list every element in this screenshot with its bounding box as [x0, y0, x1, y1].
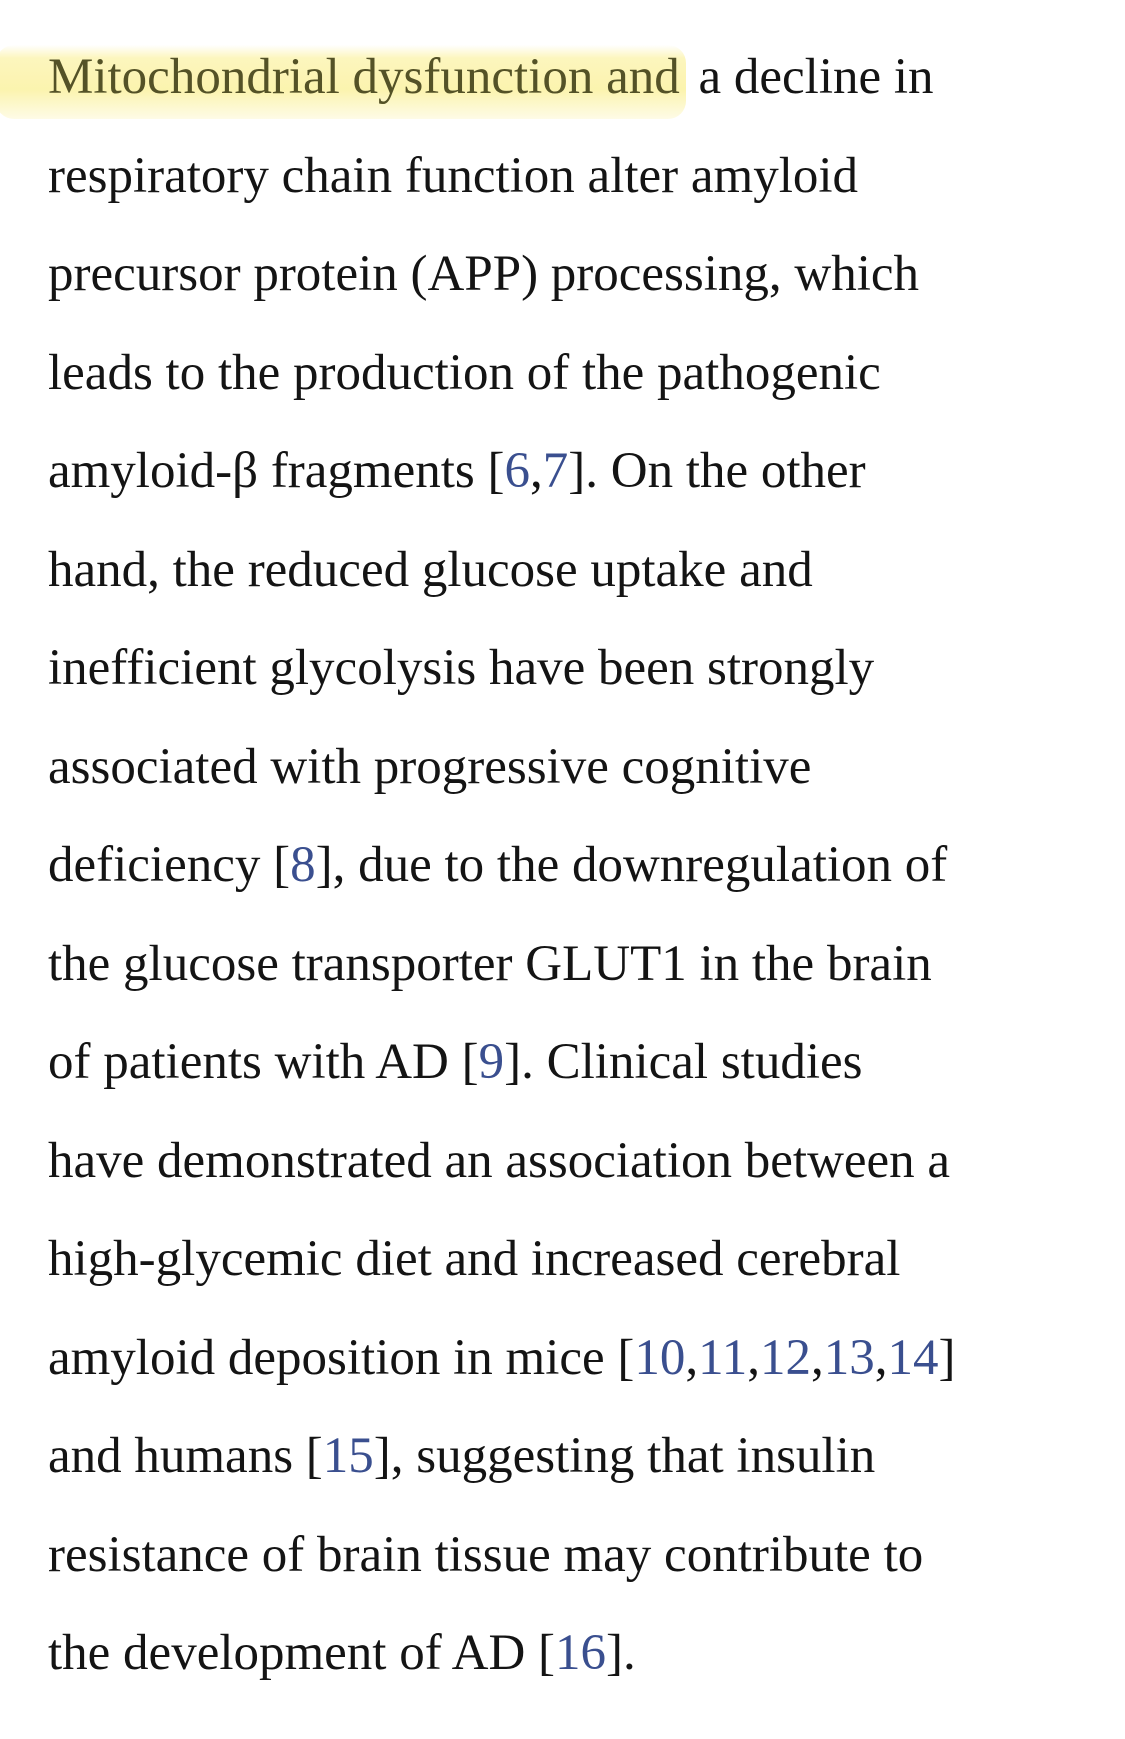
text-run: ,	[685, 1329, 699, 1386]
text-run: ,	[747, 1329, 761, 1386]
text-line	[48, 1604, 1108, 1703]
reference-link[interactable]: 8	[290, 837, 316, 893]
reference-link[interactable]: 11	[698, 1329, 748, 1386]
text-run: ,	[530, 443, 543, 499]
text-line	[48, 1309, 1108, 1408]
text-run: ], suggesting that insulin	[373, 1428, 876, 1484]
text-run: a decline in	[685, 49, 934, 105]
reference-link[interactable]: 13	[823, 1329, 875, 1386]
reference-link[interactable]: 6	[504, 443, 530, 499]
text-line	[48, 324, 1108, 423]
text-run: inefficient glycolysis have been strongly	[48, 640, 875, 696]
text-line	[48, 521, 1108, 620]
reference-link[interactable]: 12	[760, 1329, 812, 1386]
text-line	[48, 1210, 1108, 1309]
text-run: the glucose transporter GLUT1 in the brain	[48, 935, 932, 992]
reference-link[interactable]: 7	[542, 443, 569, 499]
text-run: amyloid-β fragments [	[48, 443, 505, 499]
text-line	[48, 816, 1108, 915]
reference-link[interactable]: 15	[322, 1428, 374, 1484]
text-run: ,	[874, 1329, 888, 1386]
text-run: ].	[606, 1625, 636, 1681]
text-run: ], due to the downregulation of	[315, 837, 948, 893]
text-line	[48, 422, 1108, 521]
text-run: leads to the production of the pathogenic	[48, 344, 881, 401]
text-run: deficiency [	[48, 837, 291, 893]
text-run: ,	[811, 1329, 824, 1386]
text-line	[48, 127, 1108, 226]
text-line	[48, 28, 1108, 127]
reference-link[interactable]: 9	[478, 1034, 505, 1090]
text-run: amyloid deposition in mice [	[48, 1329, 635, 1386]
text-run: the development of AD [	[48, 1625, 556, 1681]
text-line	[48, 1013, 1108, 1112]
text-run: and humans [	[48, 1428, 323, 1484]
text-run: high-glycemic diet and increased cerebral	[48, 1231, 901, 1287]
reference-link[interactable]: 16	[555, 1625, 607, 1681]
reference-link[interactable]: 14	[887, 1329, 939, 1386]
text-run: resistance of brain tissue may contribute to	[48, 1526, 924, 1583]
text-run: precursor protein (APP) processing, which	[48, 246, 920, 302]
text-line	[48, 718, 1108, 817]
text-line	[48, 225, 1108, 324]
text-line	[48, 915, 1108, 1014]
text-run: ]. On the other	[568, 443, 866, 499]
text-line	[48, 619, 1108, 718]
highlighted-text[interactable]: Mitochondrial dysfunction and	[0, 45, 686, 119]
text-run: respiratory chain function alter amyloid	[48, 147, 859, 204]
text-line	[48, 1506, 1108, 1605]
text-run: ]. Clinical studies	[504, 1034, 863, 1090]
article-paragraph	[48, 28, 1108, 1703]
text-run: ]	[938, 1329, 956, 1386]
text-line	[48, 1407, 1108, 1506]
reference-link[interactable]: 10	[634, 1329, 686, 1386]
text-run: of patients with AD [	[48, 1034, 479, 1090]
text-run: associated with progressive cognitive	[48, 738, 812, 795]
text-run: hand, the reduced glucose uptake and	[48, 541, 813, 598]
text-line	[48, 1112, 1108, 1211]
text-run: have demonstrated an association between a	[48, 1132, 951, 1189]
